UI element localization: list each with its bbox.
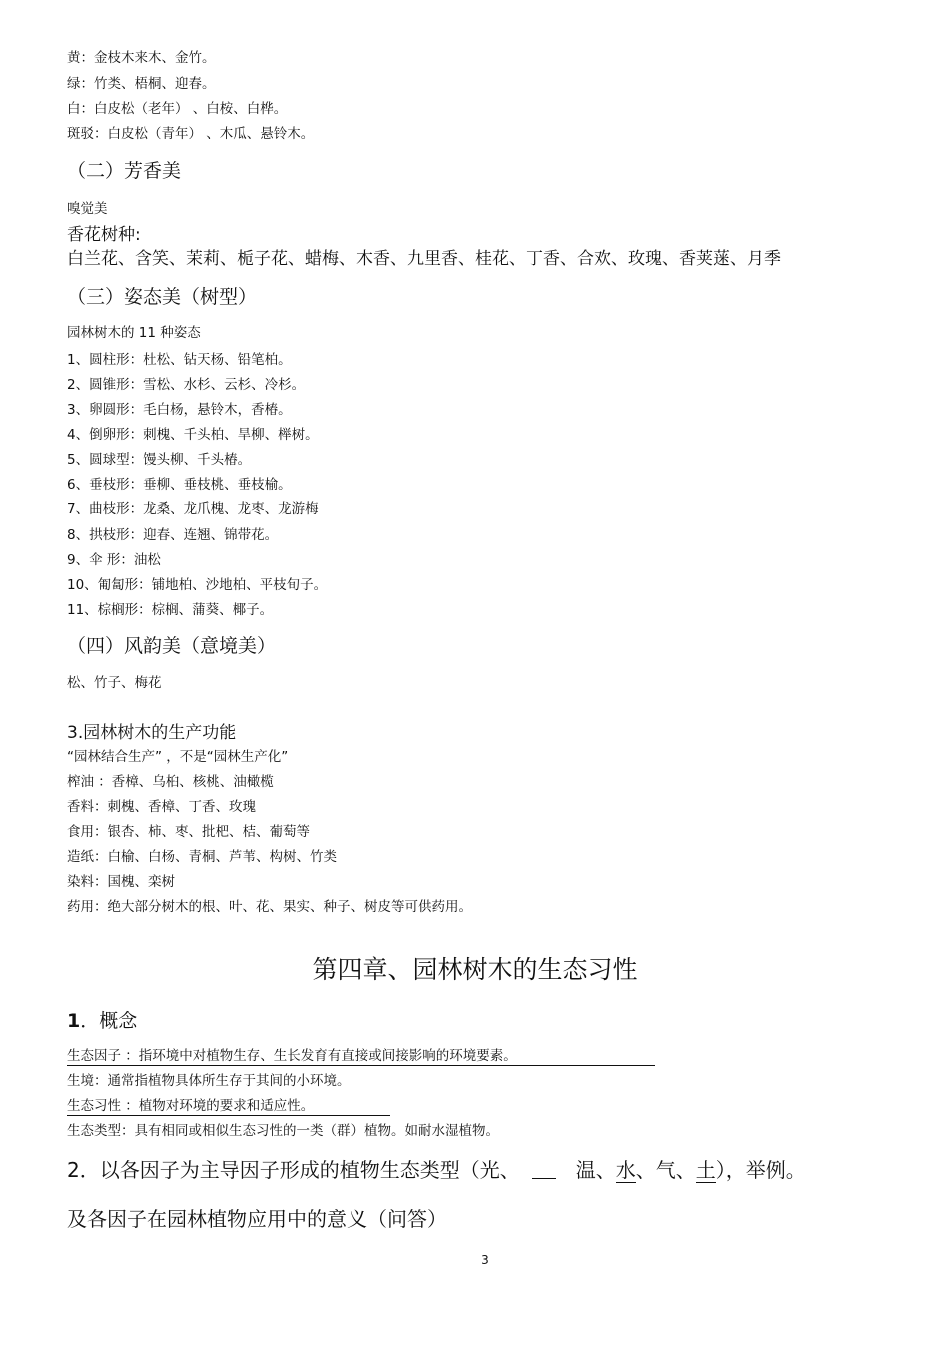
charm-heading: （四）风韵美（意境美）	[67, 635, 277, 657]
question-water: 水	[615, 1158, 636, 1182]
production-item: 香料：刺槐、香樟、丁香、玫瑰	[67, 799, 256, 815]
color-green: 绿：竹类、梧桐、迎春。	[67, 76, 216, 92]
form-item: 7、曲枝形：龙桑、龙爪槐、龙枣、龙游梅	[67, 501, 319, 517]
ecofactor-text: 生态因子 ：指环境中对植物生存、生长发育有直接或间接影响的环境要素。	[67, 1047, 655, 1066]
charm-text: 松、竹子、梅花	[67, 675, 162, 691]
form-item: 3、卵圆形：毛白杨，悬铃木，香椿。	[67, 402, 292, 418]
question-part3: ），举例。	[715, 1158, 806, 1182]
color-mottled: 斑驳：白皮松（青年） 、木瓜、悬铃木。	[67, 126, 315, 142]
blank-line	[532, 1177, 556, 1179]
concept-ecofactor	[67, 1047, 655, 1066]
concepts-heading	[67, 1008, 137, 1034]
concept-habit	[67, 1097, 390, 1116]
concepts-heading-text: ．概念	[80, 1010, 138, 1032]
form-heading: （三）姿态美（树型）	[67, 286, 258, 308]
form-item: 5、圆球型：馒头柳、千头椿。	[67, 452, 252, 468]
form-item: 10、匍匐形：铺地柏、沙地柏、平枝旬子。	[67, 577, 328, 593]
production-item: 榨油 ：香樟、乌桕、核桃、油橄榄	[67, 774, 274, 790]
question-part2: 温、	[575, 1158, 616, 1182]
form-intro: 园林树木的 11 种姿态	[67, 325, 201, 341]
habit-text: 生态习性 ：植物对环境的要求和适应性。	[67, 1097, 390, 1116]
form-item: 2、圆锥形：雪松、水杉、云杉、冷杉。	[67, 377, 306, 393]
production-item: 造纸：白榆、白杨、青桐、芦苇、构树、竹类	[67, 849, 337, 865]
production-item: 食用：银杏、柿、枣、批杷、桔、葡萄等	[67, 824, 310, 840]
fragrance-heading: （二）芳香美	[67, 160, 182, 182]
concepts-heading-number: 1	[67, 1010, 81, 1032]
fragrance-label: 香花树种:	[67, 225, 141, 245]
form-item: 1、圆柱形：杜松、钻天杨、铅笔柏。	[67, 352, 292, 368]
question-line-1	[67, 1157, 806, 1183]
production-note: “园林结合生产” ，不是“园林生产化”	[67, 749, 289, 765]
production-item: 染料：国槐、栾树	[67, 874, 175, 890]
chapter-title: 第四章、园林树木的生态习性	[312, 955, 638, 984]
fragrance-subtitle: 嗅觉美	[67, 201, 108, 217]
concept-ecotype: 生态类型：具有相同或相似生态习性的一类（群）植物。如耐水湿植物。	[67, 1123, 499, 1139]
form-item: 6、垂枝形：垂柳、垂枝桃、垂枝榆。	[67, 477, 292, 493]
question-line-2: 及各因子在园林植物应用中的意义（问答）	[67, 1207, 447, 1231]
question-part1: 2．以各因子为主导因子形成的植物生态类型（光、	[67, 1158, 520, 1182]
production-item: 药用：绝大部分树木的根、叶、花、果实、种子、树皮等可供药用。	[67, 899, 472, 915]
form-item: 9、伞 形：油松	[67, 552, 161, 568]
concept-habitat: 生境：通常指植物具体所生存于其间的小环境。	[67, 1073, 351, 1089]
fragrance-list: 白兰花、含笑、茉莉、栀子花、蜡梅、木香、九里香、桂花、丁香、合欢、玫瑰、香荚蒾、月季	[67, 249, 781, 269]
question-sep1: 、气、	[635, 1158, 696, 1182]
form-item: 8、拱枝形：迎春、连翘、锦带花。	[67, 527, 279, 543]
page-number: 3	[481, 1253, 489, 1267]
color-yellow: 黄：金枝木来木、金竹。	[67, 50, 216, 66]
production-heading: 3.园林树木的生产功能	[67, 723, 237, 743]
question-soil: 土	[695, 1158, 716, 1182]
color-white: 白：白皮松（老年） 、白桉、白桦。	[67, 101, 288, 117]
form-item: 4、倒卵形：刺槐、千头柏、旱柳、榉树。	[67, 427, 319, 443]
form-item: 11、棕榈形：棕榈、蒲葵、椰子。	[67, 602, 274, 618]
